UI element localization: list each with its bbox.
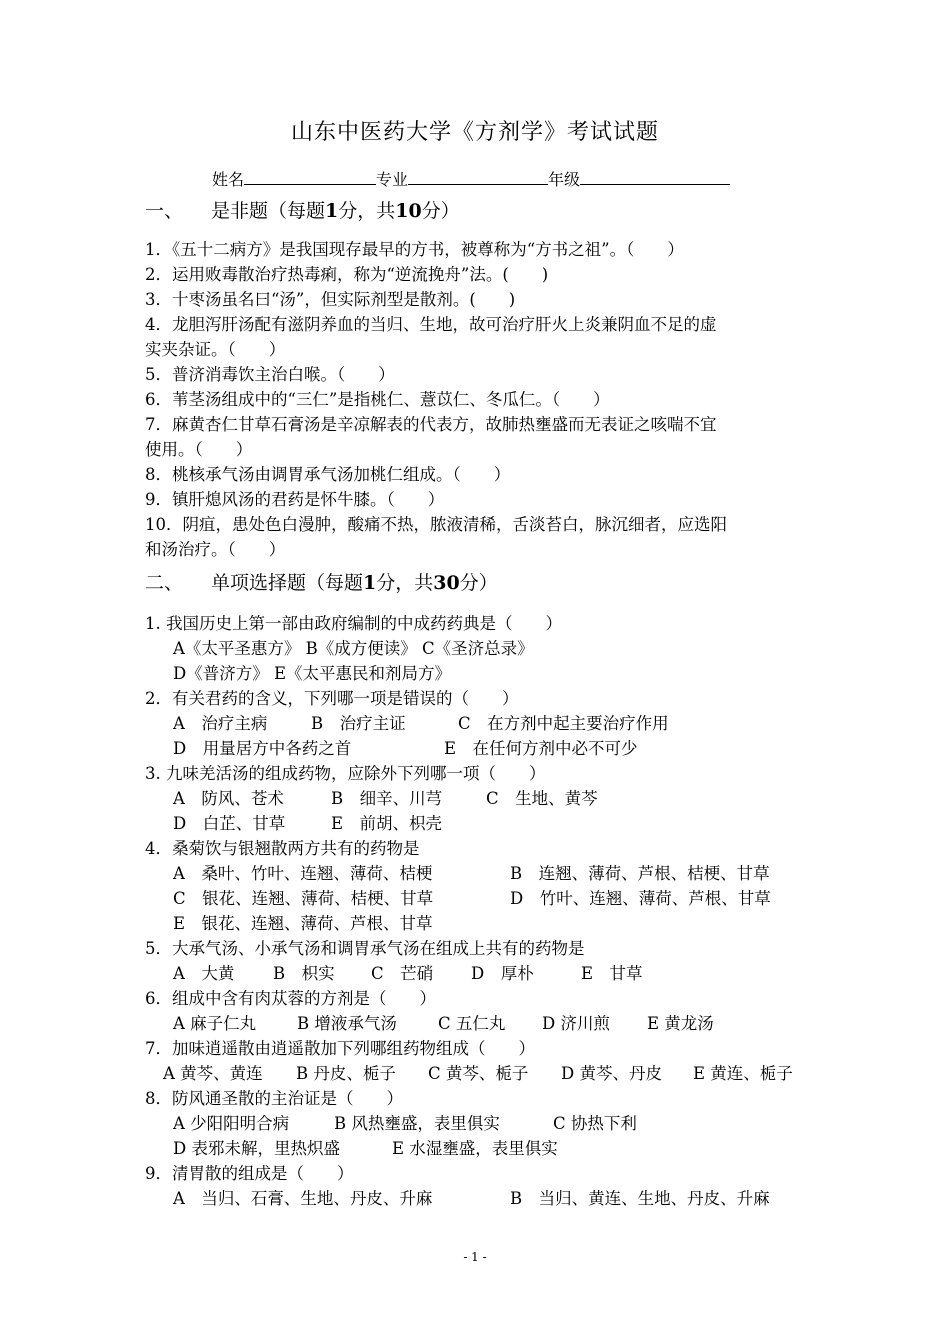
option: B 连翘、薄荷、芦根、桔梗、甘草 [510, 864, 770, 883]
tf-item-line: 8．桃核承气汤由调胃承气汤加桃仁组成。（ ） [145, 465, 511, 484]
option: B 细辛、川芎 [331, 789, 443, 808]
option-line: D《普济方》 E《太平惠民和剂局方》 [173, 664, 452, 683]
section1-title: 是非题（每题 [211, 200, 326, 222]
tf-item-line: 9．镇肝熄风汤的君药是怀牛膝。（ ） [145, 490, 445, 509]
section2-title: 单项选择题（每题 [211, 572, 364, 594]
page-number: - 1 - [463, 1250, 487, 1264]
option: D 白芷、甘草 [173, 814, 286, 833]
option: E 黄龙汤 [647, 1014, 714, 1033]
question-stem: 8．防风通圣散的主治证是（ ） [145, 1089, 403, 1108]
tf-item-line: 1．《五十二病方》是我国现存最早的方书，被尊称为“方书之祖”。（ ） [145, 240, 684, 259]
option: C 生地、黄芩 [486, 789, 598, 808]
section2-end: 分） [459, 572, 498, 594]
option: E 在任何方剂中必不可少 [444, 739, 638, 758]
grade-label: 年级 [548, 170, 581, 189]
tf-item-line: 6．苇茎汤组成中的“三仁”是指桃仁、薏苡仁、冬瓜仁。（ ） [145, 390, 610, 409]
major-blank[interactable] [408, 168, 548, 185]
section1-heading [145, 198, 460, 224]
tf-item-line: 使用。（ ） [145, 440, 253, 459]
major-label: 专业 [376, 170, 409, 189]
section1-number: 一、 [145, 200, 184, 222]
tf-item-line: 3．十枣汤虽名曰“汤”，但实际剂型是散剂。( ) [145, 290, 516, 309]
section1-total: 10 [395, 200, 422, 222]
option: E 银花、连翘、薄荷、芦根、甘草 [173, 914, 433, 933]
question-stem: 6．组成中含有肉苁蓉的方剂是（ ） [145, 989, 436, 1008]
tf-item-line: 10．阴疽，患处色白漫肿，酸痛不热，脓液清稀，舌淡苔白，脉沉细者，应选阳 [145, 515, 727, 534]
option: D 济川煎 [542, 1014, 610, 1033]
option: E 前胡、枳壳 [331, 814, 443, 833]
question-stem: 7．加味逍遥散由逍遥散加下列哪组药物组成（ ） [145, 1039, 535, 1058]
option: A 黄芩、黄连 [163, 1064, 263, 1083]
section1-mid: 分，共 [338, 200, 396, 222]
option: A 桑叶、竹叶、连翘、薄荷、桔梗 [173, 864, 433, 883]
name-blank[interactable] [244, 168, 376, 185]
option: A 大黄 [173, 964, 235, 983]
question-stem: 9．清胃散的组成是（ ） [145, 1164, 354, 1183]
option: B 丹皮、栀子 [296, 1064, 396, 1083]
name-label: 姓名 [212, 170, 245, 189]
question-stem: 2．有关君药的含义，下列哪一项是错误的（ ） [145, 689, 519, 708]
question-stem: 3. 九味羌活汤的组成药物，应除外下列哪一项（ ） [145, 764, 546, 783]
tf-item-line: 5．普济消毒饮主治白喉。（ ） [145, 365, 395, 384]
option: B 当归、黄连、生地、丹皮、升麻 [510, 1189, 770, 1208]
option: C 在方剂中起主要治疗作用 [458, 714, 669, 733]
question-stem: 1. 我国历史上第一部由政府编制的中成药药典是（ ） [145, 614, 562, 633]
grade-blank[interactable] [580, 168, 730, 185]
option: C 银花、连翘、薄荷、桔梗、甘草 [173, 889, 434, 908]
tf-item-line: 实夹杂证。（ ） [145, 340, 286, 359]
option: B 枳实 [273, 964, 335, 983]
tf-item-line: 7．麻黄杏仁甘草石膏汤是辛凉解表的代表方，故肺热壅盛而无表证之咳喘不宜 [145, 415, 717, 434]
option: A 少阳阳明合病 [173, 1114, 290, 1133]
section2-points: 1 [363, 572, 377, 594]
section2-number: 二、 [145, 572, 184, 594]
section1-end: 分） [421, 200, 460, 222]
option: A 治疗主病 [173, 714, 268, 733]
option: C 黄芩、栀子 [428, 1064, 529, 1083]
option: C 芒硝 [371, 964, 434, 983]
section2-mid: 分，共 [376, 572, 434, 594]
option: B 治疗主证 [311, 714, 406, 733]
option: A 麻子仁丸 [173, 1014, 257, 1033]
option: C 五仁丸 [438, 1014, 506, 1033]
option: D 竹叶、连翘、薄荷、芦根、甘草 [510, 889, 771, 908]
option: A 防风、苍术 [173, 789, 284, 808]
option: E 甘草 [581, 964, 643, 983]
option: B 风热壅盛，表里俱实 [334, 1114, 500, 1133]
question-stem: 5．大承气汤、小承气汤和调胃承气汤在组成上共有的药物是 [145, 939, 585, 958]
tf-item-line: 2．运用败毒散治疗热毒痢，称为“逆流挽舟”法。( ) [145, 265, 549, 284]
option: E 水湿壅盛，表里俱实 [392, 1139, 558, 1158]
option: D 表邪未解，里热炽盛 [173, 1139, 340, 1158]
option: D 用量居方中各药之首 [173, 739, 352, 758]
exam-title: 山东中医药大学《方剂学》考试试题 [290, 120, 659, 145]
student-info-fields [212, 168, 730, 191]
tf-item-line: 4．龙胆泻肝汤配有滋阴养血的当归、生地，故可治疗肝火上炎兼阴血不足的虚 [145, 315, 717, 334]
option: A 当归、石膏、生地、丹皮、升麻 [173, 1189, 433, 1208]
section2-heading [145, 570, 498, 596]
option: B 增液承气汤 [297, 1014, 397, 1033]
option: D 黄芩、丹皮 [561, 1064, 662, 1083]
question-stem: 4．桑菊饮与银翘散两方共有的药物是 [145, 839, 420, 858]
option: D 厚朴 [471, 964, 534, 983]
section2-total: 30 [433, 572, 460, 594]
option: E 黄连、栀子 [693, 1064, 793, 1083]
section1-points: 1 [325, 200, 339, 222]
option-line: A《太平圣惠方》 B《成方便读》 C《圣济总录》 [173, 639, 534, 658]
option: C 协热下利 [553, 1114, 637, 1133]
tf-item-line: 和汤治疗。（ ） [145, 540, 286, 559]
